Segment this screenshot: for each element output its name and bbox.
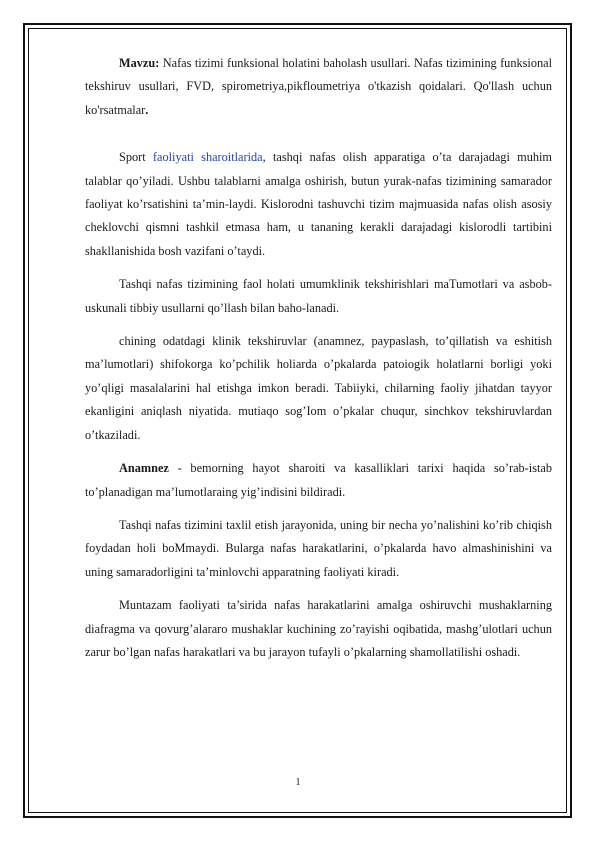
topic-end: . (145, 102, 149, 117)
page-number: 1 (295, 777, 301, 788)
paragraph-anamnesis (85, 457, 552, 504)
paragraph-clinical-exams: chining odatdagi klinik tekshiruvlar (anamnez, paypaslash, to’qillatish va eshitish ma’lumotlari) shifokorga ko’pchilik holiarda o’pkalarda patoiogik holatlarni borligi yoki yo’qligi masalalarini hal etishga imkon beradi. Tabiiyki, chilarning faoliy jihatdan tayyor ekanligini aniqlash niyatida. mutiaqo sog’Iom o’pkalar chuqur, sinchkov tekshiruvlardan o’tkaziladi. (85, 334, 552, 442)
hyperlink-sport-conditions[interactable]: faoliyati sharoitlarida (152, 150, 263, 165)
para1-rest: , tashqi nafas olish apparatiga o’ta darajadagi muhim talablar qo’yiladi. Ushbu talablarni amalga oshirish, butun yurak-nafas tizimining samarador faoliyat ko’rsatishini ta’min-laydi. Kislorodni tashuvchi tizim majmuasida nafas olish asosiy cheklovchi qismni tashkil etmasa ham, u tananing kerakli darajadagi kislorodli tartibini shakllanishida bosh vazifani o’taydi. (85, 150, 552, 258)
document-body (85, 52, 552, 664)
para1-lead: Sport (119, 150, 153, 165)
topic-text: Nafas tizimi funksional holatini baholash usullari. Nafas tizimining funksional tekshiruv usullari, FVD, spirometriya,pikfloumetriya o'tkazish qoidalari. Qo'llash uchun ko'rsatmalar (85, 56, 552, 117)
paragraph-analysis: Tashqi nafas tizimini taxlil etish jarayonida, uning bir necha yo’nalishini ko’rib chiqish foydadan holi boMmaydi. Bularga nafas harakatlarini, o’pkalarda havo almashinishini va uning samaradorligini ta’minlovchi apparatning faoliyati kiradi. (85, 517, 552, 579)
anamnesis-definition: - bemorning hayot sharoiti va kasalliklari tarixi haqida so’rab-istab to’planadigan ma’lumotlaraing yig’indisini bildiradi. (85, 461, 552, 499)
anamnesis-term: Anamnez (119, 461, 169, 476)
paragraph-muscles: Muntazam faoliyati ta’sirida nafas harakatlarini amalga oshiruvchi mushaklarning diafragma va qovurg’alararo mushaklar kuchining zo’rayishi oqibatida, mashg’ulotlari uchun zarur bo’lgan nafas harakatlari va bu jarayon tufayli o’pkalarning shamollatilishi oshadi. (85, 598, 552, 659)
topic-label: Mavzu: (119, 56, 160, 70)
topic-paragraph (85, 52, 552, 122)
paragraph-sport (85, 146, 552, 263)
paragraph-external-respiration: Tashqi nafas tizimining faol holati umumklinik tekshirishlari maTumotlari va asbob-uskunali tibbiy usullarni qo’llash bilan baho-lanadi. (85, 277, 552, 315)
